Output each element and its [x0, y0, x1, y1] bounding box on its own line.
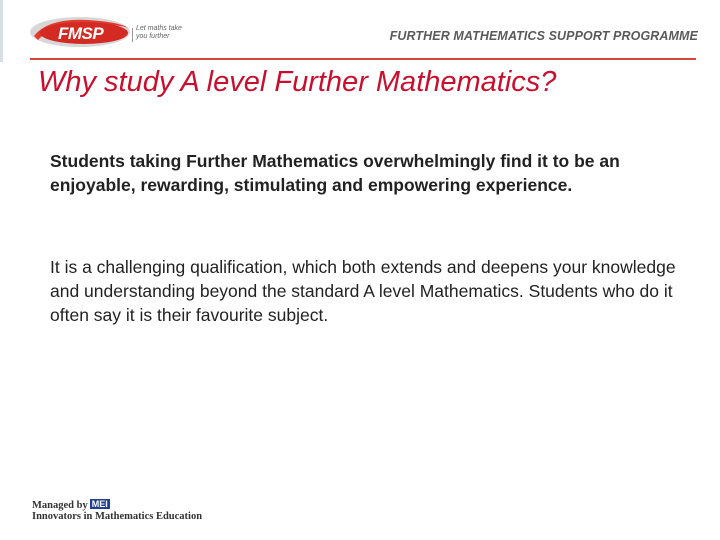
managed-by-text: Managed by: [32, 500, 88, 511]
slide-title: Why study A level Further Mathematics?: [38, 66, 557, 98]
body-paragraph-1: Students taking Further Mathematics overwhelmingly find it to be an enjoyable, rewarding, stimulating and empowering experience.: [50, 151, 620, 195]
logo-divider: [132, 28, 133, 42]
header-rule: [30, 58, 696, 60]
mei-mark: MEI: [91, 499, 108, 509]
fmsp-logo: [28, 14, 182, 50]
managed-by-line: [32, 499, 202, 511]
body-paragraph-2: It is a challenging qualification, which both extends and deepens your knowledge and understanding beyond the standard A level Mathematics. Students who do it often say it is their favourite subject.: [50, 257, 676, 325]
organisation-name: Innovators in Mathematics Education: [32, 511, 203, 522]
logo-text: FMSP: [58, 24, 104, 43]
mei-footer-logo: [32, 499, 202, 522]
logo-tagline: Let maths take you further: [136, 25, 182, 40]
left-edge-strip: [0, 0, 3, 62]
programme-title: FURTHER MATHEMATICS SUPPORT PROGRAMME: [389, 29, 698, 43]
